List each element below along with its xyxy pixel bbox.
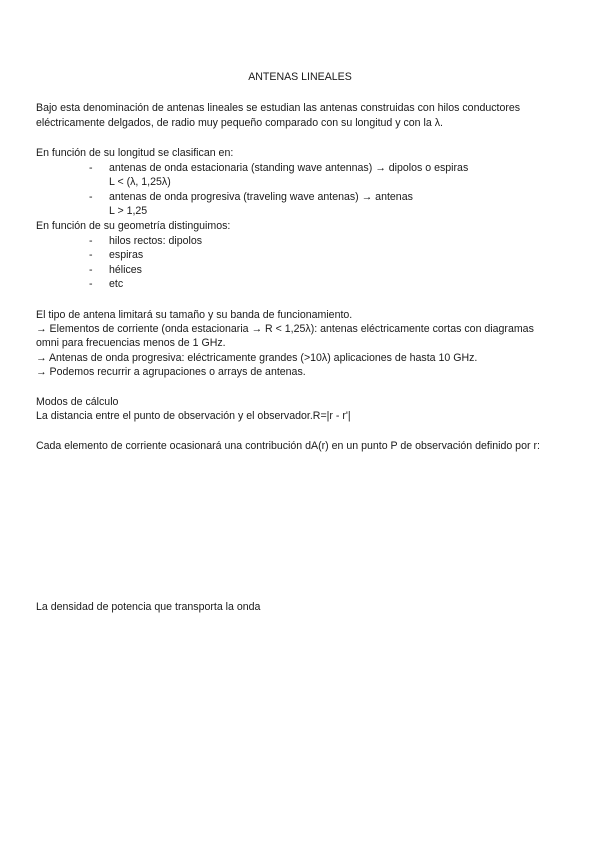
geometria-heading: En función de su geometría distinguimos: xyxy=(36,220,231,232)
longitud-item-2: antenas de onda progresiva (traveling wave antenas) → antenas xyxy=(109,191,413,203)
geometria-dash-1: - xyxy=(89,235,93,247)
geometria-dash-2: - xyxy=(89,249,93,261)
geometria-dash-4: - xyxy=(89,278,93,290)
intro-line-2: eléctricamente delgados, de radio muy pequeño comparado con su longitud y con la λ. xyxy=(36,117,443,129)
tipo-line-4: → Antenas de onda progresiva: eléctricamente grandes (>10λ) aplicaciones de hasta 10 GHz. xyxy=(36,352,478,364)
geometria-item-3: hélices xyxy=(109,264,142,276)
intro-line-1: Bajo esta denominación de antenas lineales se estudian las antenas construidas con hilos conductores xyxy=(36,102,521,114)
tipo-line-2: → Elementos de corriente (onda estacionaria → R < 1,25λ): antenas eléctricamente cortas con diagramas xyxy=(36,323,534,335)
geometria-dash-3: - xyxy=(89,264,93,276)
geometria-item-2: espiras xyxy=(109,249,144,261)
geometria-item-4: etc xyxy=(109,278,124,290)
longitud-dash-2: - xyxy=(89,191,93,203)
modos-line-1: La distancia entre el punto de observación y el observador.R=|r - r'| xyxy=(36,410,351,422)
longitud-heading: En función de su longitud se clasifican en: xyxy=(36,147,234,159)
page-title: ANTENAS LINEALES xyxy=(248,71,352,83)
longitud-dash-1: - xyxy=(89,162,93,174)
longitud-item-2-sub: L > 1,25 xyxy=(109,205,148,217)
modos-heading: Modos de cálculo xyxy=(36,396,119,408)
tipo-line-3: omni para frecuencias menos de 1 GHz. xyxy=(36,337,226,349)
densidad-line-1: La densidad de potencia que transporta la onda xyxy=(36,601,261,613)
longitud-item-1-sub: L < (λ, 1,25λ) xyxy=(109,176,171,188)
tipo-line-1: El tipo de antena limitará su tamaño y su banda de funcionamiento. xyxy=(36,309,353,321)
geometria-item-1: hilos rectos: dipolos xyxy=(109,235,203,247)
tipo-line-5: → Podemos recurrir a agrupaciones o arrays de antenas. xyxy=(36,366,306,378)
elemento-line-1: Cada elemento de corriente ocasionará una contribución dA(r) en un punto P de observación definido por r: xyxy=(36,440,540,452)
longitud-item-1: antenas de onda estacionaria (standing wave antennas) → dipolos o espiras xyxy=(109,162,469,174)
